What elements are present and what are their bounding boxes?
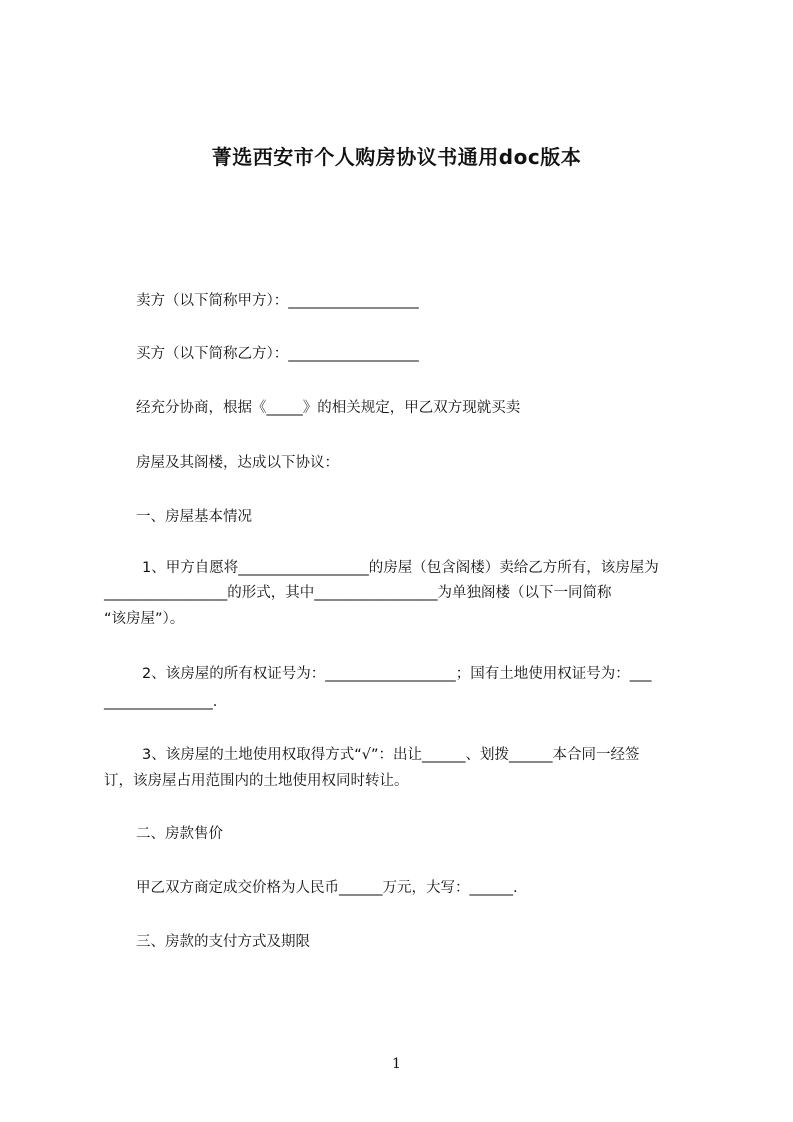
clause-1-line-2: _________________的形式，其中_________________为单独阁楼（以下一同简称 <box>104 585 612 601</box>
clause-3-line-1: 3、该房屋的土地使用权取得方式“√”：出让______、划拨______本合同一经签 <box>142 747 640 763</box>
seller-line: 卖方（以下简称甲方）：__________________ <box>136 293 419 309</box>
buyer-line: 买方（以下简称乙方）：__________________ <box>136 346 419 362</box>
page-number: 1 <box>392 1056 401 1072</box>
section-heading-3: 三、房款的支付方式及期限 <box>136 934 310 950</box>
price-line: 甲乙双方商定成交价格为人民币______万元，大写：______. <box>136 880 518 896</box>
intro-line-2: 房屋及其阁楼，达成以下协议： <box>136 455 339 471</box>
clause-1-line-3: “该房屋”）。 <box>104 611 185 627</box>
clause-2-line-2: _______________. <box>104 694 218 710</box>
intro-line-1: 经充分协商，根据《_____》的相关规定，甲乙双方现就买卖 <box>136 400 521 416</box>
document-title: 菁选西安市个人购房协议书通用doc版本 <box>211 145 582 169</box>
clause-3-line-2: 订，该房屋占用范围内的土地使用权同时转让。 <box>104 773 409 789</box>
clause-1-line-1: 1、甲方自愿将__________________的房屋（包含阁楼）卖给乙方所有，该房屋为 <box>142 560 659 576</box>
clause-2-line-1: 2、该房屋的所有权证号为：__________________；国有土地使用权证号为：___ <box>142 666 652 682</box>
section-heading-1: 一、房屋基本情况 <box>136 509 252 525</box>
section-heading-2: 二、房款售价 <box>136 826 223 842</box>
